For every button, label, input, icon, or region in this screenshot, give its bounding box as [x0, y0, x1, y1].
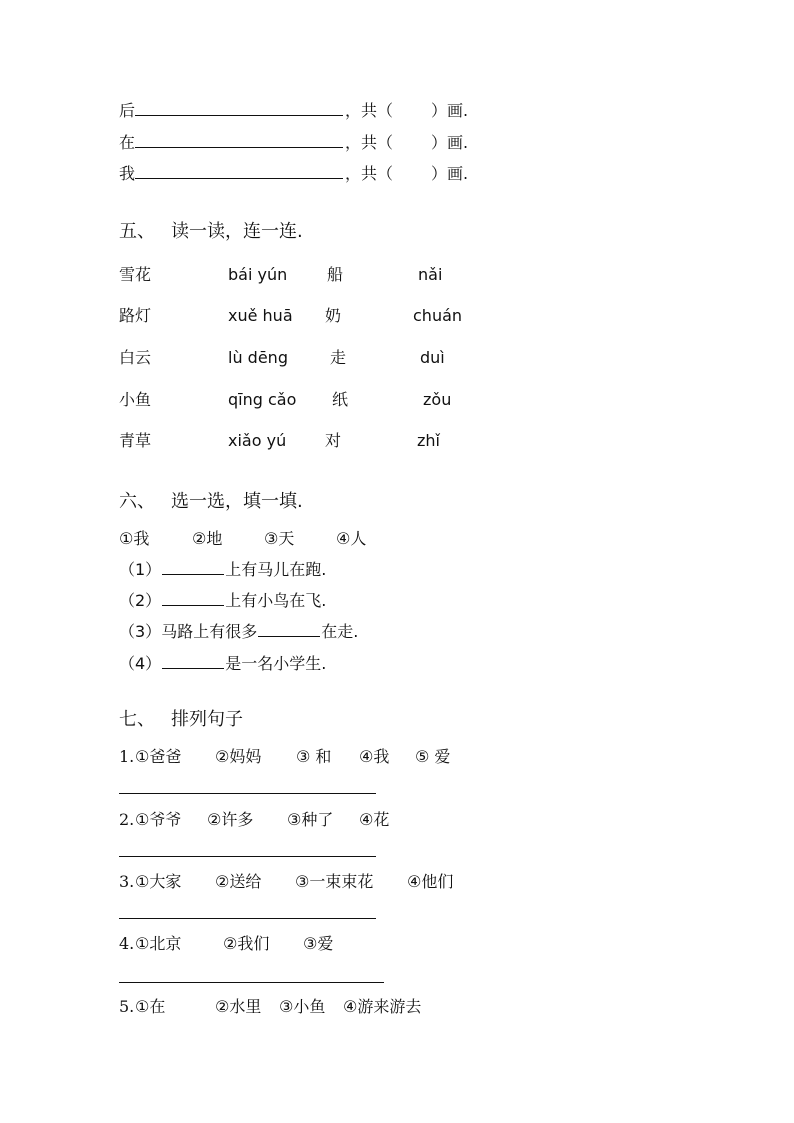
stroke-order-blank[interactable] [135, 133, 343, 148]
item-number: 4. [119, 934, 135, 953]
item-number: 1. [119, 747, 135, 766]
stroke-char: 我 [119, 164, 136, 183]
section-7-heading [119, 708, 243, 732]
section-5-heading [119, 220, 303, 244]
match-pinyin[interactable]: qīng cǎo [228, 390, 297, 409]
word-card: ②水里 [215, 997, 262, 1016]
match-pinyin[interactable]: xiǎo yú [228, 431, 287, 450]
match-char-pinyin[interactable]: nǎi [418, 265, 443, 284]
item-number: 2. [119, 810, 135, 829]
word-card: ②送给 [215, 872, 262, 891]
word-card: ①北京 [135, 934, 182, 953]
section-number: 五、 [119, 221, 155, 242]
section-number: 七、 [119, 709, 155, 730]
fill-label: （2） [119, 591, 162, 610]
stroke-total-label: 共（ [361, 164, 394, 183]
stroke-order-blank[interactable] [135, 164, 343, 179]
word-card: ③一束束花 [295, 872, 374, 891]
word-card: ④游来游去 [343, 997, 422, 1016]
word-card: ①在 [135, 997, 166, 1016]
item-number: 3. [119, 872, 135, 891]
match-char[interactable]: 对 [325, 431, 342, 450]
section-title: 排列句子 [171, 709, 243, 730]
match-word[interactable]: 雪花 [119, 265, 152, 284]
word-card: ④我 [359, 747, 390, 766]
stroke-row: 我 ，共（ ）画. [119, 164, 469, 183]
word-card: ①爸爸 [135, 747, 182, 766]
section-title: 读一读，连一连. [171, 221, 303, 242]
word-card: ③ 和 [296, 747, 332, 766]
fill-blank[interactable] [162, 591, 224, 606]
option-item: ①我 [119, 529, 150, 548]
match-char-pinyin[interactable]: duì [420, 348, 445, 367]
section-number: 六、 [119, 491, 155, 512]
section-6-heading [119, 490, 303, 514]
match-word[interactable]: 白云 [119, 348, 152, 367]
stroke-char: 后 [119, 101, 136, 120]
stroke-total-label: 共（ [361, 133, 394, 152]
word-card: ②许多 [207, 810, 254, 829]
word-card: ④他们 [407, 872, 454, 891]
fill-item: （4） 是一名小学生. [119, 654, 327, 673]
match-char[interactable]: 走 [330, 348, 347, 367]
word-card: ②妈妈 [215, 747, 262, 766]
answer-line[interactable] [119, 918, 376, 919]
fill-blank[interactable] [162, 654, 224, 669]
fill-label: （1） [119, 560, 162, 579]
stroke-char: 在 [119, 133, 136, 152]
option-item: ④人 [336, 529, 367, 548]
match-char[interactable]: 纸 [332, 390, 349, 409]
fill-blank[interactable] [162, 560, 224, 575]
match-word[interactable]: 路灯 [119, 306, 152, 325]
word-card: ⑤ 爱 [415, 747, 451, 766]
fill-item: （1） 上有马儿在跑. [119, 560, 327, 579]
fill-blank[interactable] [258, 622, 320, 637]
stroke-total-label: 共（ [361, 101, 394, 120]
fill-label: （4） [119, 654, 162, 673]
match-char-pinyin[interactable]: zhǐ [417, 431, 440, 450]
item-number: 5. [119, 997, 135, 1016]
section-title: 选一选，填一填. [171, 491, 303, 512]
fill-label: （3） [119, 622, 162, 641]
word-card: ③爱 [303, 934, 334, 953]
word-card: ②我们 [223, 934, 270, 953]
answer-line[interactable] [119, 793, 376, 794]
match-char[interactable]: 船 [327, 265, 344, 284]
option-item: ②地 [192, 529, 223, 548]
match-char-pinyin[interactable]: chuán [413, 306, 463, 325]
match-word[interactable]: 小鱼 [119, 390, 152, 409]
answer-line[interactable] [119, 856, 376, 857]
answer-line[interactable] [119, 982, 384, 983]
word-card: ①爷爷 [135, 810, 182, 829]
match-pinyin[interactable]: lù dēng [228, 348, 288, 367]
option-item: ③天 [264, 529, 295, 548]
match-char-pinyin[interactable]: zǒu [423, 390, 452, 409]
fill-item: （3）马路上有很多 在走. [119, 622, 359, 641]
stroke-order-blank[interactable] [135, 101, 343, 116]
match-char[interactable]: 奶 [325, 306, 342, 325]
fill-item: （2） 上有小鸟在飞. [119, 591, 327, 610]
word-card: ③种了 [287, 810, 334, 829]
word-card: ③小鱼 [279, 997, 326, 1016]
stroke-row: 后 ，共（ ）画. [119, 101, 469, 120]
word-card: ④花 [359, 810, 390, 829]
match-pinyin[interactable]: xuě huā [228, 306, 293, 325]
stroke-row: 在 ，共（ ）画. [119, 133, 469, 152]
match-pinyin[interactable]: bái yún [228, 265, 288, 284]
word-card: ①大家 [135, 872, 182, 891]
match-word[interactable]: 青草 [119, 431, 152, 450]
